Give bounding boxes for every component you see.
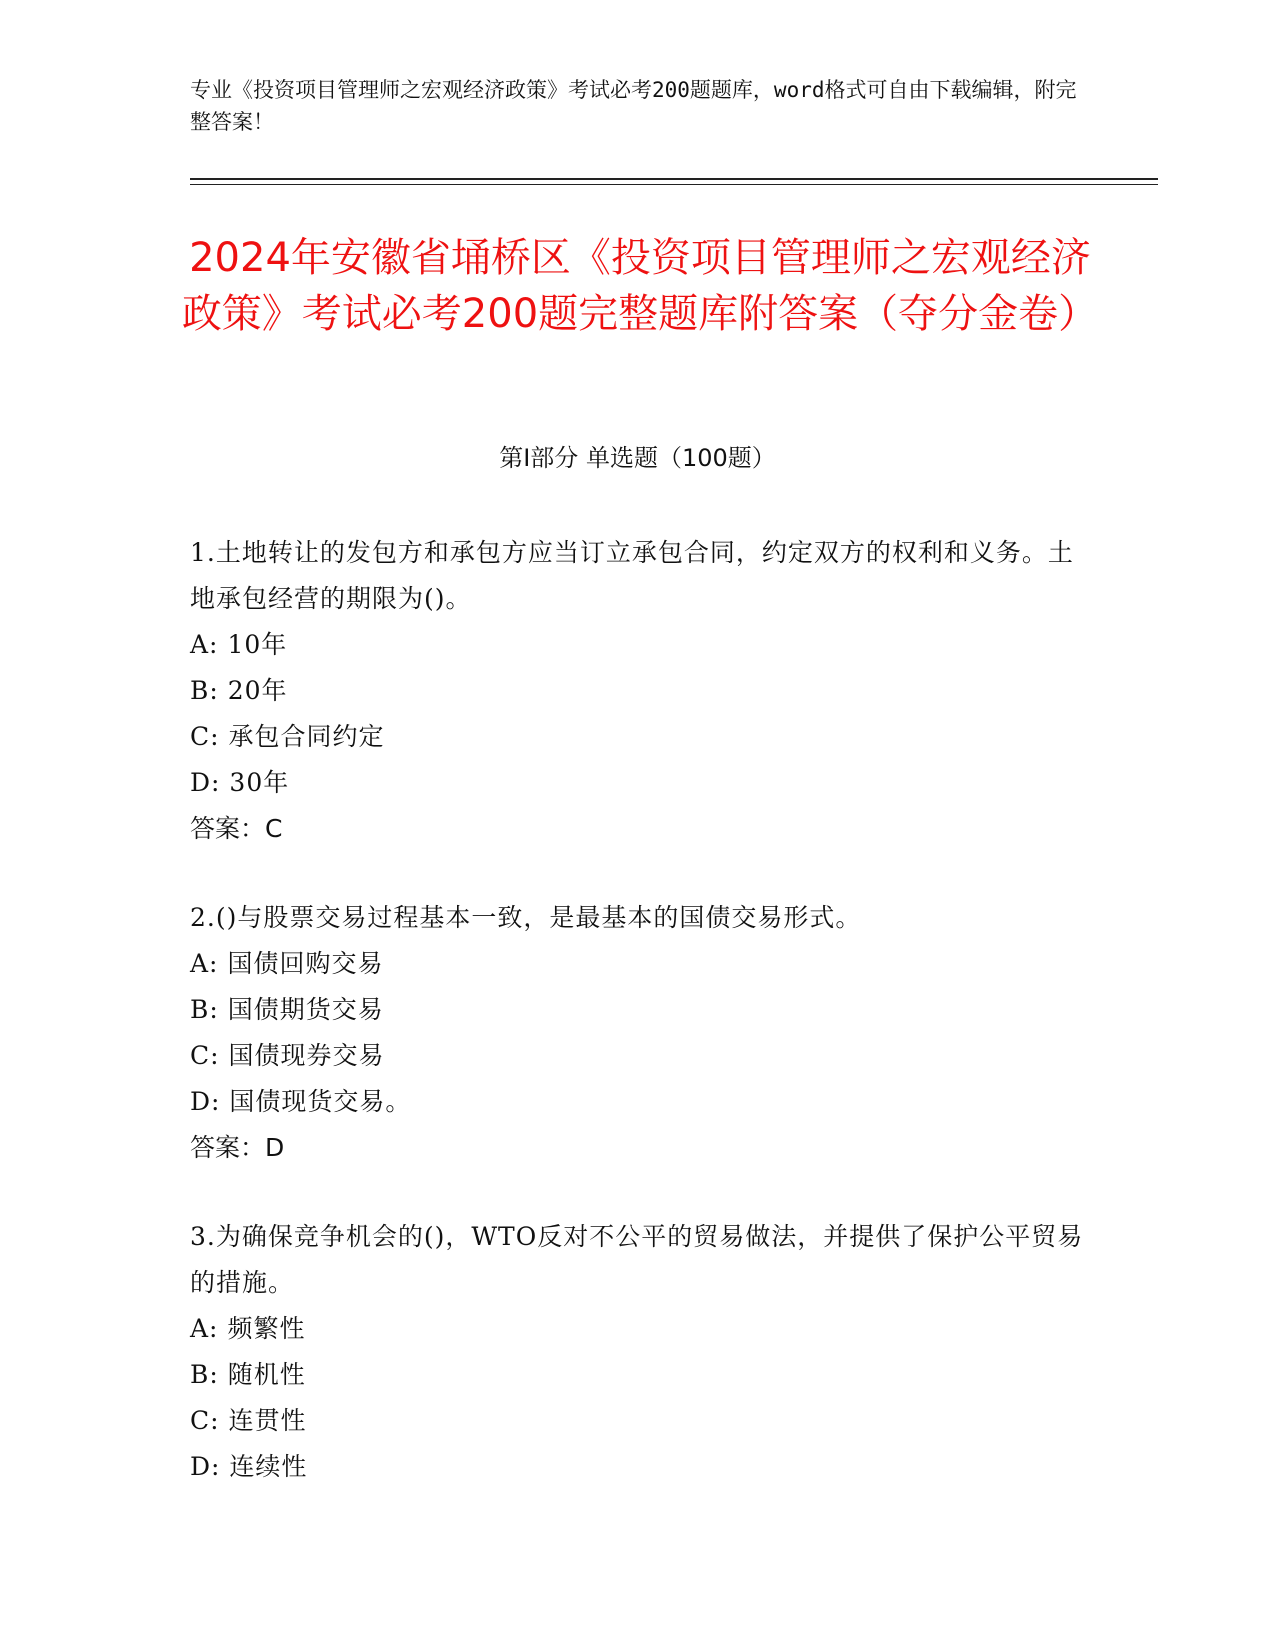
option-text: 国债回购交易 xyxy=(227,949,384,978)
option-b xyxy=(190,1352,1090,1398)
section-heading: 第Ⅰ部分 单选题（100题） xyxy=(499,444,776,472)
option-text: 国债现货交易。 xyxy=(229,1087,412,1116)
option-b xyxy=(190,668,1090,714)
option-a xyxy=(190,1306,1090,1352)
option-d xyxy=(190,1079,1090,1125)
option-text: 承包合同约定 xyxy=(228,722,385,751)
document-title: 2024年安徽省埇桥区《投资项目管理师之宏观经济政策》考试必考200题完整题库附答案（夺分金卷） xyxy=(181,235,1099,337)
answer-line: 答案：D xyxy=(190,1133,285,1162)
option-text: 国债现券交易 xyxy=(228,1041,385,1070)
question-stem: 3.为确保竞争机会的()，WTO反对不公平的贸易做法，并提供了保护公平贸易的措施。 xyxy=(190,1222,1084,1297)
option-letter: B: xyxy=(190,1360,219,1389)
option-a xyxy=(190,622,1090,668)
option-text: 随机性 xyxy=(227,1360,306,1389)
option-text: 频繁性 xyxy=(227,1314,306,1343)
option-text: 连续性 xyxy=(229,1452,308,1481)
option-text: 国债期货交易 xyxy=(227,995,384,1024)
answer-line: 答案：C xyxy=(190,814,283,843)
option-d xyxy=(190,1444,1090,1490)
header-rule-thick xyxy=(190,178,1158,180)
question-item xyxy=(190,895,1090,1171)
option-letter: D: xyxy=(190,1452,221,1481)
option-letter: C: xyxy=(190,1406,220,1435)
option-letter: A: xyxy=(190,949,219,978)
header-rule-thin xyxy=(190,184,1158,185)
option-text: 连贯性 xyxy=(228,1406,307,1435)
question-stem: 1.土地转让的发包方和承包方应当订立承包合同，约定双方的权利和义务。土地承包经营的期限为()。 xyxy=(190,538,1074,613)
question-stem: 2.()与股票交易过程基本一致，是最基本的国债交易形式。 xyxy=(190,903,862,932)
header-note: 专业《投资项目管理师之宏观经济政策》考试必考200题题库，word格式可自由下载编辑，附完整答案！ xyxy=(190,78,1077,134)
option-letter: B: xyxy=(190,995,219,1024)
question-list xyxy=(190,530,1090,1533)
question-item xyxy=(190,530,1090,852)
option-text: 30年 xyxy=(229,768,290,797)
option-text: 20年 xyxy=(227,676,288,705)
option-letter: D: xyxy=(190,1087,221,1116)
option-letter: B: xyxy=(190,676,219,705)
option-a xyxy=(190,941,1090,987)
option-letter: C: xyxy=(190,1041,220,1070)
option-letter: A: xyxy=(190,630,219,659)
option-letter: D: xyxy=(190,768,221,797)
option-d xyxy=(190,760,1090,806)
option-text: 10年 xyxy=(227,630,288,659)
option-letter: C: xyxy=(190,722,220,751)
option-b xyxy=(190,987,1090,1033)
option-c xyxy=(190,714,1090,760)
option-c xyxy=(190,1033,1090,1079)
option-letter: A: xyxy=(190,1314,219,1343)
question-item xyxy=(190,1214,1090,1490)
option-c xyxy=(190,1398,1090,1444)
